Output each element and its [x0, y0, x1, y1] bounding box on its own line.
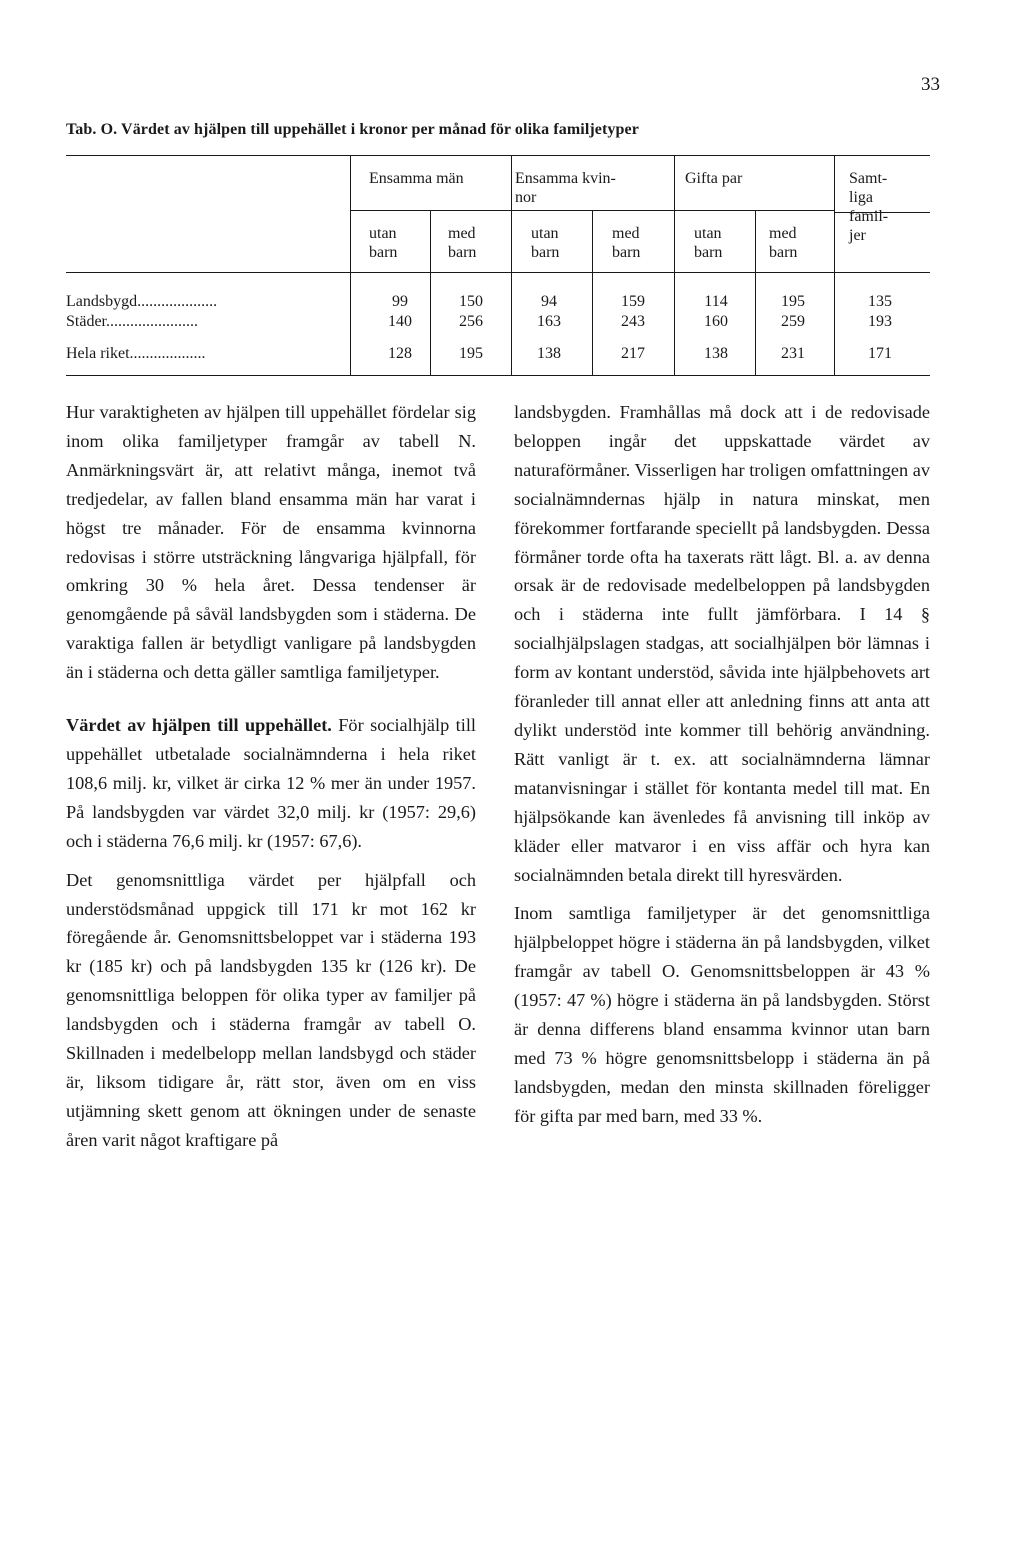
row-label: Landsbygd....................: [66, 293, 218, 310]
header-bottom-rule: [66, 272, 930, 273]
subheader-utan: utan: [694, 225, 722, 242]
subheader-utan: utan: [531, 225, 559, 242]
cell-value: 99: [392, 293, 408, 310]
cell-value: 138: [537, 345, 561, 362]
cell-value: 150: [459, 293, 483, 310]
subheader-barn: barn: [694, 244, 723, 261]
subheader-barn: barn: [531, 244, 560, 261]
col-divider-3: [511, 155, 512, 375]
cell-value: 195: [781, 293, 805, 310]
subheader-med: med: [612, 225, 640, 242]
subheader-med: med: [769, 225, 797, 242]
header-gifta-par: Gifta par: [685, 170, 743, 187]
header-samtliga-line3: famil-: [849, 208, 889, 225]
header-samtliga-line4: jer: [849, 227, 866, 244]
cell-value: 217: [621, 345, 645, 362]
col-divider-2: [430, 210, 431, 375]
section-heading: Värdet av hjälpen till uppehället.: [66, 715, 332, 736]
subheader-barn: barn: [769, 244, 798, 261]
col-divider-6: [755, 210, 756, 375]
header-ensamma-man: Ensamma män: [369, 170, 464, 187]
cell-value: 138: [704, 345, 728, 362]
cell-value: 94: [541, 293, 557, 310]
cell-value: 135: [868, 293, 892, 310]
paragraph: Det genomsnittliga värdet per hjälpfall och understödsmånad uppgick till 171 kr mot 162 kr föregående år. Genomsnittsbeloppet var i städerna 193 kr (185 kr) och på landsbygden 135 kr (126 kr). De genomsnittliga beloppen för olika typer av familjer på landsbygden och i städerna framgår av tabell O. Skillnaden i medelbelopp mellan landsbygd och städer är, liksom tidigare år, rätt stor, även om en viss utjämning skett genom att ökningen under de senaste åren varit något kraftigare på: [66, 869, 476, 1150]
right-text-column: [514, 398, 930, 1131]
cell-value: 160: [704, 313, 728, 330]
header-ensamma-kvinnor-line2: nor: [515, 189, 537, 206]
paragraph: Inom samtliga familjetyper är det genomsnittliga hjälpbeloppet högre i städerna än på landsbygden, vilket framgår av tabell O. Genomsnittsbeloppen är 43 % (1957: 47 %) högre i städerna än på landsbygden. Störst är denna differens bland ensamma kvinnor utan barn med 73 % högre genomsnittsbelopp i städerna än på landsbygden, medan den minsta skillnaden föreligger för gifta par med barn, med 33 %.: [514, 903, 930, 1126]
cell-value: 256: [459, 313, 483, 330]
paragraph: [66, 711, 476, 856]
cell-value: 159: [621, 293, 645, 310]
col-divider-5: [674, 155, 675, 375]
cell-value: 171: [868, 345, 892, 362]
cell-value: 128: [388, 345, 412, 362]
header-samtliga-line2: liga: [849, 189, 873, 206]
cell-value: 231: [781, 345, 805, 362]
row-label: Städer.......................: [66, 313, 198, 330]
header-ensamma-kvinnor-line1: Ensamma kvin-: [515, 170, 616, 187]
left-text-column: [66, 398, 476, 1155]
subheader-barn: barn: [612, 244, 641, 261]
cell-value: 140: [388, 313, 412, 330]
col-divider-1: [350, 155, 351, 375]
paragraph-text: För socialhjälp till uppehället utbetalade socialnämnderna i hela riket 108,6 milj. kr, vilket är cirka 12 % mer än under 1957. På landsbygden var värdet 32,0 milj. kr (1957: 29,6) och i städerna 76,6 milj. kr (1957: 67,6).: [66, 715, 476, 851]
row-label: Hela riket...................: [66, 345, 206, 362]
cell-value: 195: [459, 345, 483, 362]
table-top-rule: [66, 155, 930, 156]
subheader-barn: barn: [369, 244, 398, 261]
header-samtliga-line1: Samt-: [849, 170, 888, 187]
table-bottom-rule: [66, 375, 930, 376]
subheader-utan: utan: [369, 225, 397, 242]
paragraph: landsbygden. Framhållas må dock att i de redovisade beloppen ingår det uppskattade värdet av naturaförmåner. Visserligen har troligen omfattningen av socialnämndernas hjälp in natura minskat, men förekommer fortfarande speciellt på landsbygden. Dessa förmåner torde ofta ha taxerats rätt lågt. Bl. a. av denna orsak är de redovisade medelbeloppen på landsbygden och i städerna inte fullt jämförbara. I 14 § socialhjälpslagen stadgas, att socialhjälpen bör lämnas i form av kontant understöd, såvida inte hjälpbehovets art föranleder till annat eller att anledning finns att anta att dylikt understöd inte kommer till behörig användning. Rätt vanligt är t. ex. att socialnämnderna lämnar matanvisningar i stället för kontanta medel till mat. En hjälpsökande kan ävenledes få anvisning till inköp av kläder eller matvaror i en viss affär och hyra kan socialnämnden betala direkt till hyresvärden.: [514, 402, 930, 885]
cell-value: 243: [621, 313, 645, 330]
subheader-barn: barn: [448, 244, 477, 261]
paragraph: Hur varaktigheten av hjälpen till uppehället fördelar sig inom olika familjetyper framgår av tabell N. Anmärkningsvärt är, att relativt många, inemot två tredjedelar, av fallen bland ensamma män har varat i högst tre månader. För de ensamma kvinnorna redovisas i större utsträckning långvariga hjälpfall, för omkring 30 % hela året. Dessa tendenser är genomgående på såväl landsbygden som i städerna. De varaktiga fallen är betydligt vanligare på landsbygden än i städerna och detta gäller samtliga familjetyper.: [66, 402, 476, 683]
cell-value: 193: [868, 313, 892, 330]
table-caption: Tab. O. Värdet av hjälpen till uppehället i kronor per månad för olika familjetyper: [66, 121, 639, 138]
col-divider-4: [592, 210, 593, 375]
cell-value: 114: [704, 293, 728, 310]
cell-value: 163: [537, 313, 561, 330]
page-number: 33: [921, 74, 940, 95]
subheader-med: med: [448, 225, 476, 242]
col-divider-7: [834, 155, 835, 375]
cell-value: 259: [781, 313, 805, 330]
